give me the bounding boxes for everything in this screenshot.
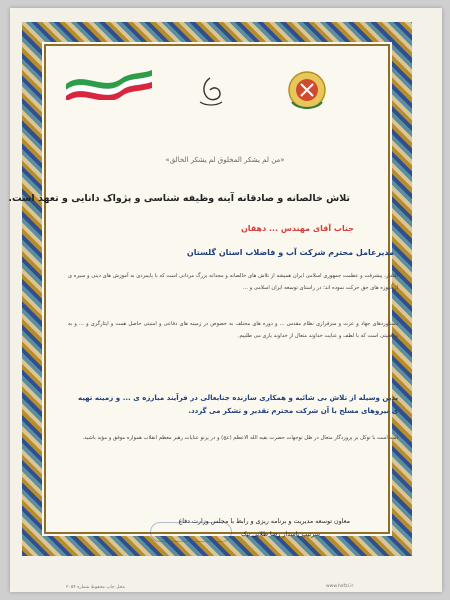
footer-note: محل چاپ محفوظ شماره ۲۰۵۴ (66, 585, 125, 590)
iran-flag-icon (64, 66, 154, 100)
defense-ministry-emblem-icon (284, 66, 330, 116)
closing-paragraph: امید است با توکل بر پروردگار متعال در ظل توجهات حضرت بقیه الله الاعظم (عج) و در پرتو عنایات رهبر معظم انقلاب همواره موفق و مؤید باشید. (82, 435, 398, 441)
signature-stamp (150, 522, 232, 542)
signatory-name: سرتیپ پاسدار رضا طلایی نیک (240, 531, 320, 538)
footer-website: www.hefzi.ir (326, 584, 354, 589)
signatory-position: معاون توسعه مدیریت و برنامه ریزی و رابط با مجلس وزارت دفاع (178, 518, 350, 525)
addressee-title: مدیرعامل محترم شرکت آب و فاضلاب استان گلستان (186, 248, 394, 257)
appreciation-paragraph: بدین وسیله از تلاش بی شائبه و همکاری سازنده جنابعالی در فرآیند مبارزه ی ... و زمینه تهیه ی نیروهای مسلح با آن شرکت محترم تقدیر و تشکر می گردد. (78, 394, 398, 415)
calligraphy-emblem-icon (190, 72, 230, 112)
body-paragraph-1: اقتدار، پیشرفت و عظمت جمهوری اسلامی ایران همیشه از تلاش های خالصانه و مجدانه بزرگ مردانی است که با پایمردی به آموزش های دینی و سیره ی از آموزه های حق حرکت نموده اند؛ در راستای توسعه ایران اسلامی و ... (68, 273, 398, 291)
body-paragraph-2: دستاوردهای جهاد و عزت و سرفرازی نظام مقدس ... و دوره های مختلف به خصوص در زمینه های دفاعی و امنیتی حاصل همت و ایثارگری و ... و به موفقیتی است که با لطف و عنایت خداوند متعال از خداوند یاری می طلبیم. (68, 321, 398, 339)
hadith-quote: «من لم یشکر المخلوق لم یشکر الخالق» (165, 156, 285, 164)
recipient-name: جناب آقای مهندس ... دهقان (240, 224, 354, 233)
certificate-title: تلاش خالصانه و صادقانه آینه وظیفه شناسی و پژواک دانایی و تعهد است. (8, 193, 350, 204)
